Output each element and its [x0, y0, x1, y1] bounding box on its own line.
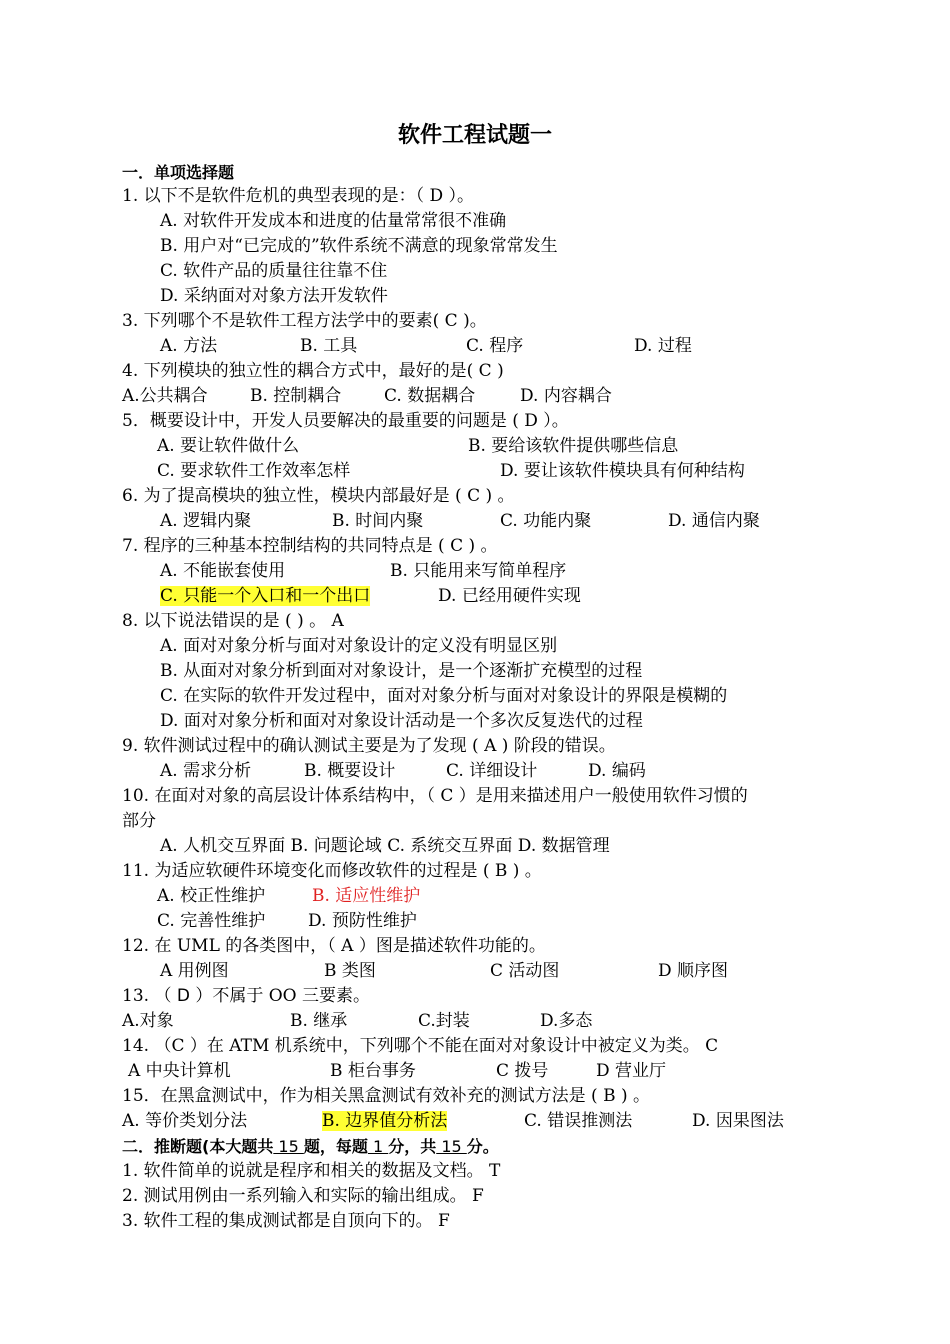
- question-7-option-c-highlighted: C. 只能一个入口和一个出口: [160, 586, 371, 606]
- question-8-option-b: B. 从面对对象分析到面对对象设计，是一个逐渐扩充模型的过程: [160, 661, 643, 681]
- question-13-stem-suffix: ）不属于 OO 三要素。: [189, 986, 371, 1006]
- question-15-stem: 15．在黑盒测试中，作为相关黑盒测试有效补充的测试方法是 ( B ) 。: [122, 1086, 651, 1106]
- question-7-option-d: D. 已经用硬件实现: [438, 586, 581, 606]
- question-3-option-a: A. 方法: [160, 336, 218, 356]
- section-heading-true-false: 二．推断题(本大题共 15 题，每题 1 分，共 15 分。: [122, 1137, 499, 1156]
- question-12-option-b: B 类图: [324, 961, 376, 981]
- question-6-stem: 6. 为了提高模块的独立性，模块内部最好是 ( C ) 。: [122, 486, 515, 506]
- question-1-option-c: C. 软件产品的质量往往靠不住: [160, 261, 388, 281]
- question-13-option-a: A.对象: [122, 1011, 174, 1031]
- question-14-option-d: D 营业厅: [596, 1061, 667, 1081]
- question-13-option-b: B. 继承: [290, 1011, 348, 1031]
- question-6-option-d: D. 通信内聚: [668, 511, 760, 531]
- question-11-option-d: D. 预防性维护: [308, 911, 417, 931]
- question-4-stem: 4. 下列模块的独立性的耦合方式中，最好的是( C ): [122, 361, 504, 381]
- question-12-option-a: A 用例图: [160, 961, 229, 981]
- question-5-option-a: A. 要让软件做什么: [157, 436, 300, 456]
- question-5-stem: 5．概要设计中，开发人员要解决的最重要的问题是 ( D ）。: [122, 411, 569, 431]
- question-7-stem: 7. 程序的三种基本控制结构的共同特点是 ( C ) 。: [122, 536, 498, 556]
- question-8-option-a: A. 面对对象分析与面对对象设计的定义没有明显区别: [160, 636, 558, 656]
- question-8-option-c: C. 在实际的软件开发过程中，面对对象分析与面对对象设计的界限是模糊的: [160, 686, 728, 706]
- question-9-option-c: C. 详细设计: [446, 761, 538, 781]
- question-11-option-b-red: B. 适应性维护: [312, 886, 421, 906]
- question-11-option-a: A. 校正性维护: [157, 886, 266, 906]
- question-11-option-c: C. 完善性维护: [157, 911, 266, 931]
- question-10-stem: 10. 在面对对象的高层设计体系结构中，（ C ）是用来描述用户一般使用软件习惯的: [122, 786, 748, 806]
- question-10-options: A. 人机交互界面 B. 问题论域 C. 系统交互界面 D. 数据管理: [160, 836, 610, 856]
- question-8-stem: 8. 以下说法错误的是 ( ) 。 A: [122, 611, 344, 631]
- question-15-option-a: A. 等价类划分法: [122, 1111, 248, 1131]
- question-14-option-a: A 中央计算机: [128, 1061, 231, 1081]
- question-4-option-a: A.公共耦合: [122, 386, 208, 406]
- question-12-stem: 12. 在 UML 的各类图中，（ A ）图是描述软件功能的。: [122, 936, 546, 956]
- question-7-option-a: A. 不能嵌套使用: [160, 561, 286, 581]
- question-5-option-d: D. 要让该软件模块具有何种结构: [500, 461, 745, 481]
- question-13-stem-prefix: 13. （: [122, 986, 177, 1006]
- true-false-item: 3. 软件工程的集成测试都是自顶向下的。 F: [122, 1211, 450, 1231]
- question-7-option-b: B. 只能用来写简单程序: [390, 561, 567, 581]
- question-13-option-d: D.多态: [540, 1011, 593, 1031]
- page-title: 软件工程试题一: [397, 123, 552, 148]
- question-4-option-b: B. 控制耦合: [250, 386, 342, 406]
- question-14-stem: 14. （C ）在 ATM 机系统中，下列哪个不能在面对对象设计中被定义为类。 C: [122, 1036, 719, 1056]
- question-4-option-c: C. 数据耦合: [384, 386, 476, 406]
- question-3-option-b: B. 工具: [300, 336, 358, 356]
- question-1-stem: 1. 以下不是软件危机的典型表现的是：（ D ）。: [122, 186, 475, 206]
- total-points-blank: 15: [436, 1137, 467, 1156]
- total-questions-blank: 15: [273, 1137, 304, 1156]
- question-15-option-b-highlighted: B. 边界值分析法: [322, 1111, 448, 1131]
- question-13-option-c: C.封装: [418, 1011, 470, 1031]
- points-each-blank: 1: [367, 1137, 389, 1156]
- question-12-option-c: C 活动图: [490, 961, 560, 981]
- question-14-option-b: B 柜台事务: [330, 1061, 416, 1081]
- question-9-option-d: D. 编码: [588, 761, 646, 781]
- question-5-option-b: B. 要给该软件提供哪些信息: [468, 436, 679, 456]
- question-15-option-d: D. 因果图法: [692, 1111, 784, 1131]
- question-6-option-c: C. 功能内聚: [500, 511, 592, 531]
- question-5-option-c: C. 要求软件工作效率怎样: [157, 461, 351, 481]
- question-9-option-a: A. 需求分析: [160, 761, 252, 781]
- question-3-option-d: D. 过程: [634, 336, 692, 356]
- question-4-option-d: D. 内容耦合: [520, 386, 612, 406]
- question-15-option-c: C. 错误推测法: [524, 1111, 633, 1131]
- true-false-item: 1. 软件简单的说就是程序和相关的数据及文档。 T: [122, 1161, 501, 1181]
- true-false-item: 2. 测试用例由一系列输入和实际的输出组成。 F: [122, 1186, 484, 1206]
- section-heading-choice: 一．单项选择题: [122, 163, 235, 182]
- question-3-stem: 3. 下列哪个不是软件工程方法学中的要素( C )。: [122, 311, 487, 331]
- question-10-stem-continued: 部分: [122, 811, 156, 831]
- question-11-stem: 11. 为适应软硬件环境变化而修改软件的过程是 ( B ) 。: [122, 861, 542, 881]
- question-14-option-c: C 拨号: [496, 1061, 549, 1081]
- question-9-option-b: B. 概要设计: [304, 761, 396, 781]
- question-9-stem: 9. 软件测试过程中的确认测试主要是为了发现 ( A ) 阶段的错误。: [122, 736, 616, 756]
- question-13-stem: [122, 984, 370, 1009]
- question-1-option-b: B. 用户对“已完成的”软件系统不满意的现象常常发生: [160, 236, 558, 256]
- question-6-option-b: B. 时间内聚: [332, 511, 424, 531]
- question-13-answer: D: [176, 986, 190, 1006]
- question-6-option-a: A. 逻辑内聚: [160, 511, 252, 531]
- question-1-option-d: D. 采纳面对对象方法开发软件: [160, 286, 388, 306]
- question-3-option-c: C. 程序: [466, 336, 524, 356]
- question-8-option-d: D. 面对对象分析和面对对象设计活动是一个多次反复迭代的过程: [160, 711, 643, 731]
- question-1-option-a: A. 对软件开发成本和进度的估量常常很不准确: [160, 211, 507, 231]
- question-12-option-d: D 顺序图: [658, 961, 729, 981]
